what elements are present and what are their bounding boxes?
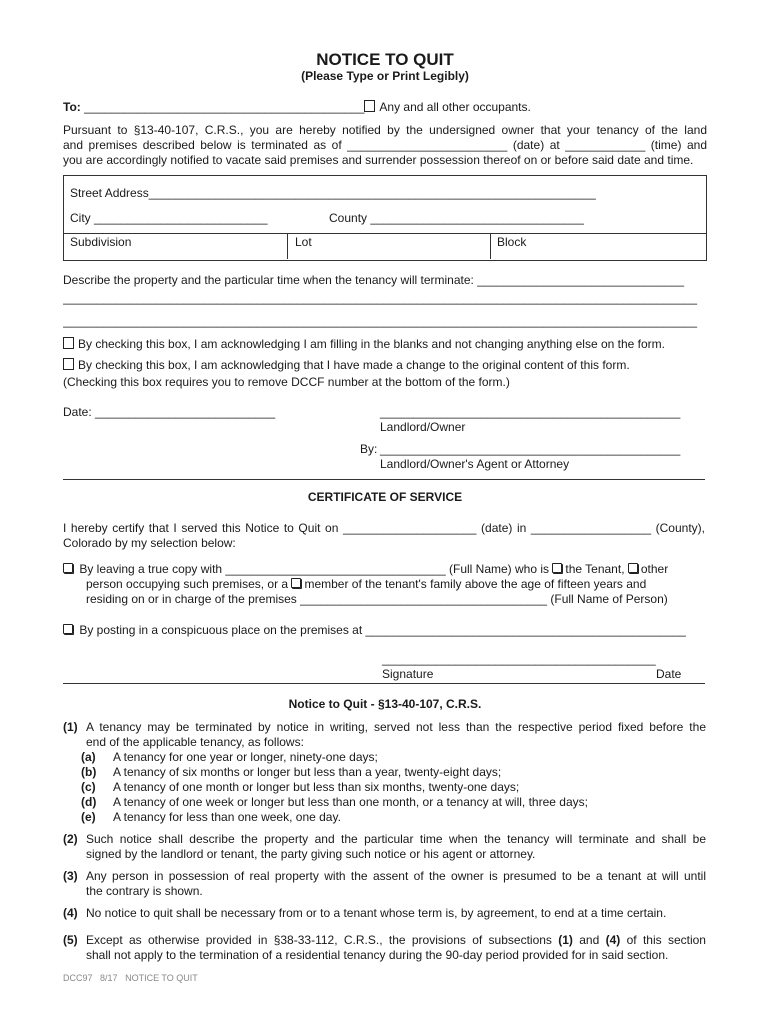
statute-item-d-text: A tenancy of one week or longer but less than one month, or a tenancy at will, three days;	[113, 795, 588, 809]
service-copy-text: By leaving a true copy with _________________________________ (Full Name) who is	[79, 562, 550, 576]
statute-p5-num: (5)	[63, 933, 78, 947]
statute-p1-line-2: end of the applicable tenancy, as follows:	[86, 735, 304, 749]
service-option-2	[63, 623, 686, 638]
statute-p5-and: and	[579, 933, 600, 947]
certificate-heading: CERTIFICATE OF SERVICE	[307, 490, 463, 504]
statute-p4-line-1: No notice to quit shall be necessary from or to a tenant whose term is, by agreement, to end at a time certain.	[86, 906, 667, 920]
certificate-line-1: I hereby certify that I served this Notice to Quit on ____________________ (date) in __________________ (County),	[63, 521, 705, 535]
intro-line-1: Pursuant to §13-40-107, C.R.S., you are hereby notified by the undersigned owner that your tenancy of the land	[63, 123, 707, 137]
footer-form-id: DCC97	[63, 973, 93, 983]
statute-p2-line-2: signed by the landlord or tenant, the party giving such notice or his agent or attorney.	[86, 847, 536, 861]
service-posting-text: By posting in a conspicuous place on the premises at ________________________________________________	[79, 623, 686, 637]
statute-p2-line-1: Such notice shall describe the property and the particular time when the tenancy will terminate and shall be	[86, 832, 706, 846]
statute-p5-ref-1: (1)	[558, 933, 573, 947]
service-family-text: member of the tenant's family above the age of fifteen years and	[304, 577, 647, 591]
statute-p5-text-a: Except as otherwise provided in §38-33-112, C.R.S., the provisions of subsections	[86, 933, 552, 947]
statute-item-b-text: A tenancy of six months or longer but less than a year, twenty-eight days;	[113, 765, 502, 779]
street-address-field[interactable]: Street Address___________________________________________________________________	[70, 186, 596, 200]
subdivision-field[interactable]: Subdivision	[70, 235, 132, 249]
date-field[interactable]: Date: ___________________________	[63, 405, 276, 419]
describe-line-2[interactable]: _______________________________________________________________________________________________	[63, 291, 698, 305]
service-checkbox-copy[interactable]	[63, 563, 73, 573]
service-checkbox-family[interactable]	[291, 578, 301, 588]
service-occupant-text: person occupying such premises, or a	[86, 577, 289, 591]
service-option-1-line-2	[86, 577, 646, 592]
server-signature-label: Signature	[382, 667, 434, 681]
ack-checkbox-1[interactable]	[63, 337, 74, 349]
statute-item-e-text: A tenancy for less than one week, one day.	[113, 810, 341, 824]
intro-line-2: and premises described below is terminated as of ________________________ (date) at ____________ (time) and	[63, 138, 707, 152]
footer-date: 8/17	[100, 973, 118, 983]
describe-line-3[interactable]: _______________________________________________________________________________________________	[63, 314, 698, 328]
statute-p3-line-1: Any person in possession of real property with the assent of the owner is presumed to be a tenant at will until	[86, 869, 706, 883]
service-checkbox-posting[interactable]	[63, 624, 73, 634]
footer	[63, 973, 198, 983]
occupants-label: Any and all other occupants.	[379, 100, 531, 114]
service-other-label: other	[640, 562, 669, 576]
intro-line-3: you are accordingly notified to vacate said premises and surrender possession thereof on or before said date and time.	[63, 153, 694, 167]
city-field[interactable]: City __________________________	[70, 211, 268, 225]
statute-item-a-label: (a)	[81, 750, 96, 764]
statute-item-d-label: (d)	[81, 795, 97, 809]
statute-p4-num: (4)	[63, 906, 78, 920]
server-signature-line[interactable]: _________________________________________	[382, 652, 656, 666]
statute-p5-line-1	[86, 933, 706, 948]
statute-p5-text-b: of this section	[626, 933, 706, 947]
owner-label: Landlord/Owner	[380, 420, 466, 434]
statute-p5-line-2: shall not apply to the termination of a residential tenancy during the 90-day period provided for in said section.	[86, 948, 669, 962]
describe-line-1[interactable]: Describe the property and the particular time when the tenancy will terminate: _______________________________	[63, 273, 685, 287]
statute-p2-num: (2)	[63, 832, 78, 846]
footer-name: NOTICE TO QUIT	[125, 973, 198, 983]
statute-p5-ref-4: (4)	[605, 933, 621, 947]
service-checkbox-other[interactable]	[628, 563, 638, 573]
ack-row-2	[63, 358, 630, 373]
block-field[interactable]: Block	[497, 235, 527, 249]
ack-text-2: By checking this box, I am acknowledging that I have made a change to the original content of this form.	[78, 358, 630, 372]
to-label: To:	[63, 100, 81, 114]
service-tenant-label: the Tenant,	[565, 562, 625, 576]
by-label: By:	[360, 442, 378, 456]
owner-signature-line[interactable]: _____________________________________________	[380, 405, 681, 419]
statute-p1-num: (1)	[63, 720, 78, 734]
statute-heading: Notice to Quit - §13-40-107, C.R.S.	[288, 697, 482, 711]
to-line	[63, 100, 531, 115]
ack-checkbox-2[interactable]	[63, 358, 74, 370]
page-title: NOTICE TO QUIT	[316, 50, 454, 69]
server-date-label: Date	[656, 667, 682, 681]
statute-item-c-text: A tenancy of one month or longer but less than six months, twenty-one days;	[113, 780, 520, 794]
statute-p3-line-2: the contrary is shown.	[86, 884, 203, 898]
agent-label: Landlord/Owner's Agent or Attorney	[380, 457, 570, 471]
ack-row-1	[63, 337, 665, 352]
page-subtitle: (Please Type or Print Legibly)	[301, 69, 469, 83]
statute-item-a-text: A tenancy for one year or longer, ninety-one days;	[113, 750, 378, 764]
occupants-checkbox[interactable]	[364, 100, 375, 112]
statute-item-c-label: (c)	[81, 780, 96, 794]
service-checkbox-tenant[interactable]	[552, 563, 562, 573]
county-field[interactable]: County ________________________________	[329, 211, 584, 225]
lot-field[interactable]: Lot	[295, 235, 312, 249]
ack-note: (Checking this box requires you to remove DCCF number at the bottom of the form.)	[63, 375, 510, 389]
ack-text-1: By checking this box, I am acknowledging I am filling in the blanks and not changing anything else on the form.	[78, 337, 666, 351]
to-field[interactable]: __________________________________________	[84, 100, 365, 114]
agent-signature-line[interactable]: _____________________________________________	[380, 442, 681, 456]
statute-p3-num: (3)	[63, 869, 78, 883]
certificate-line-2: Colorado by my selection below:	[63, 536, 236, 550]
statute-item-b-label: (b)	[81, 765, 97, 779]
service-option-1-line-3: residing on or in charge of the premises _____________________________________ (Full Name of Person)	[86, 592, 668, 606]
service-option-1	[63, 562, 668, 577]
statute-p1-line-1: A tenancy may be terminated by notice in writing, served not less than the respective period fixed before the	[86, 720, 706, 734]
statute-item-e-label: (e)	[81, 810, 96, 824]
